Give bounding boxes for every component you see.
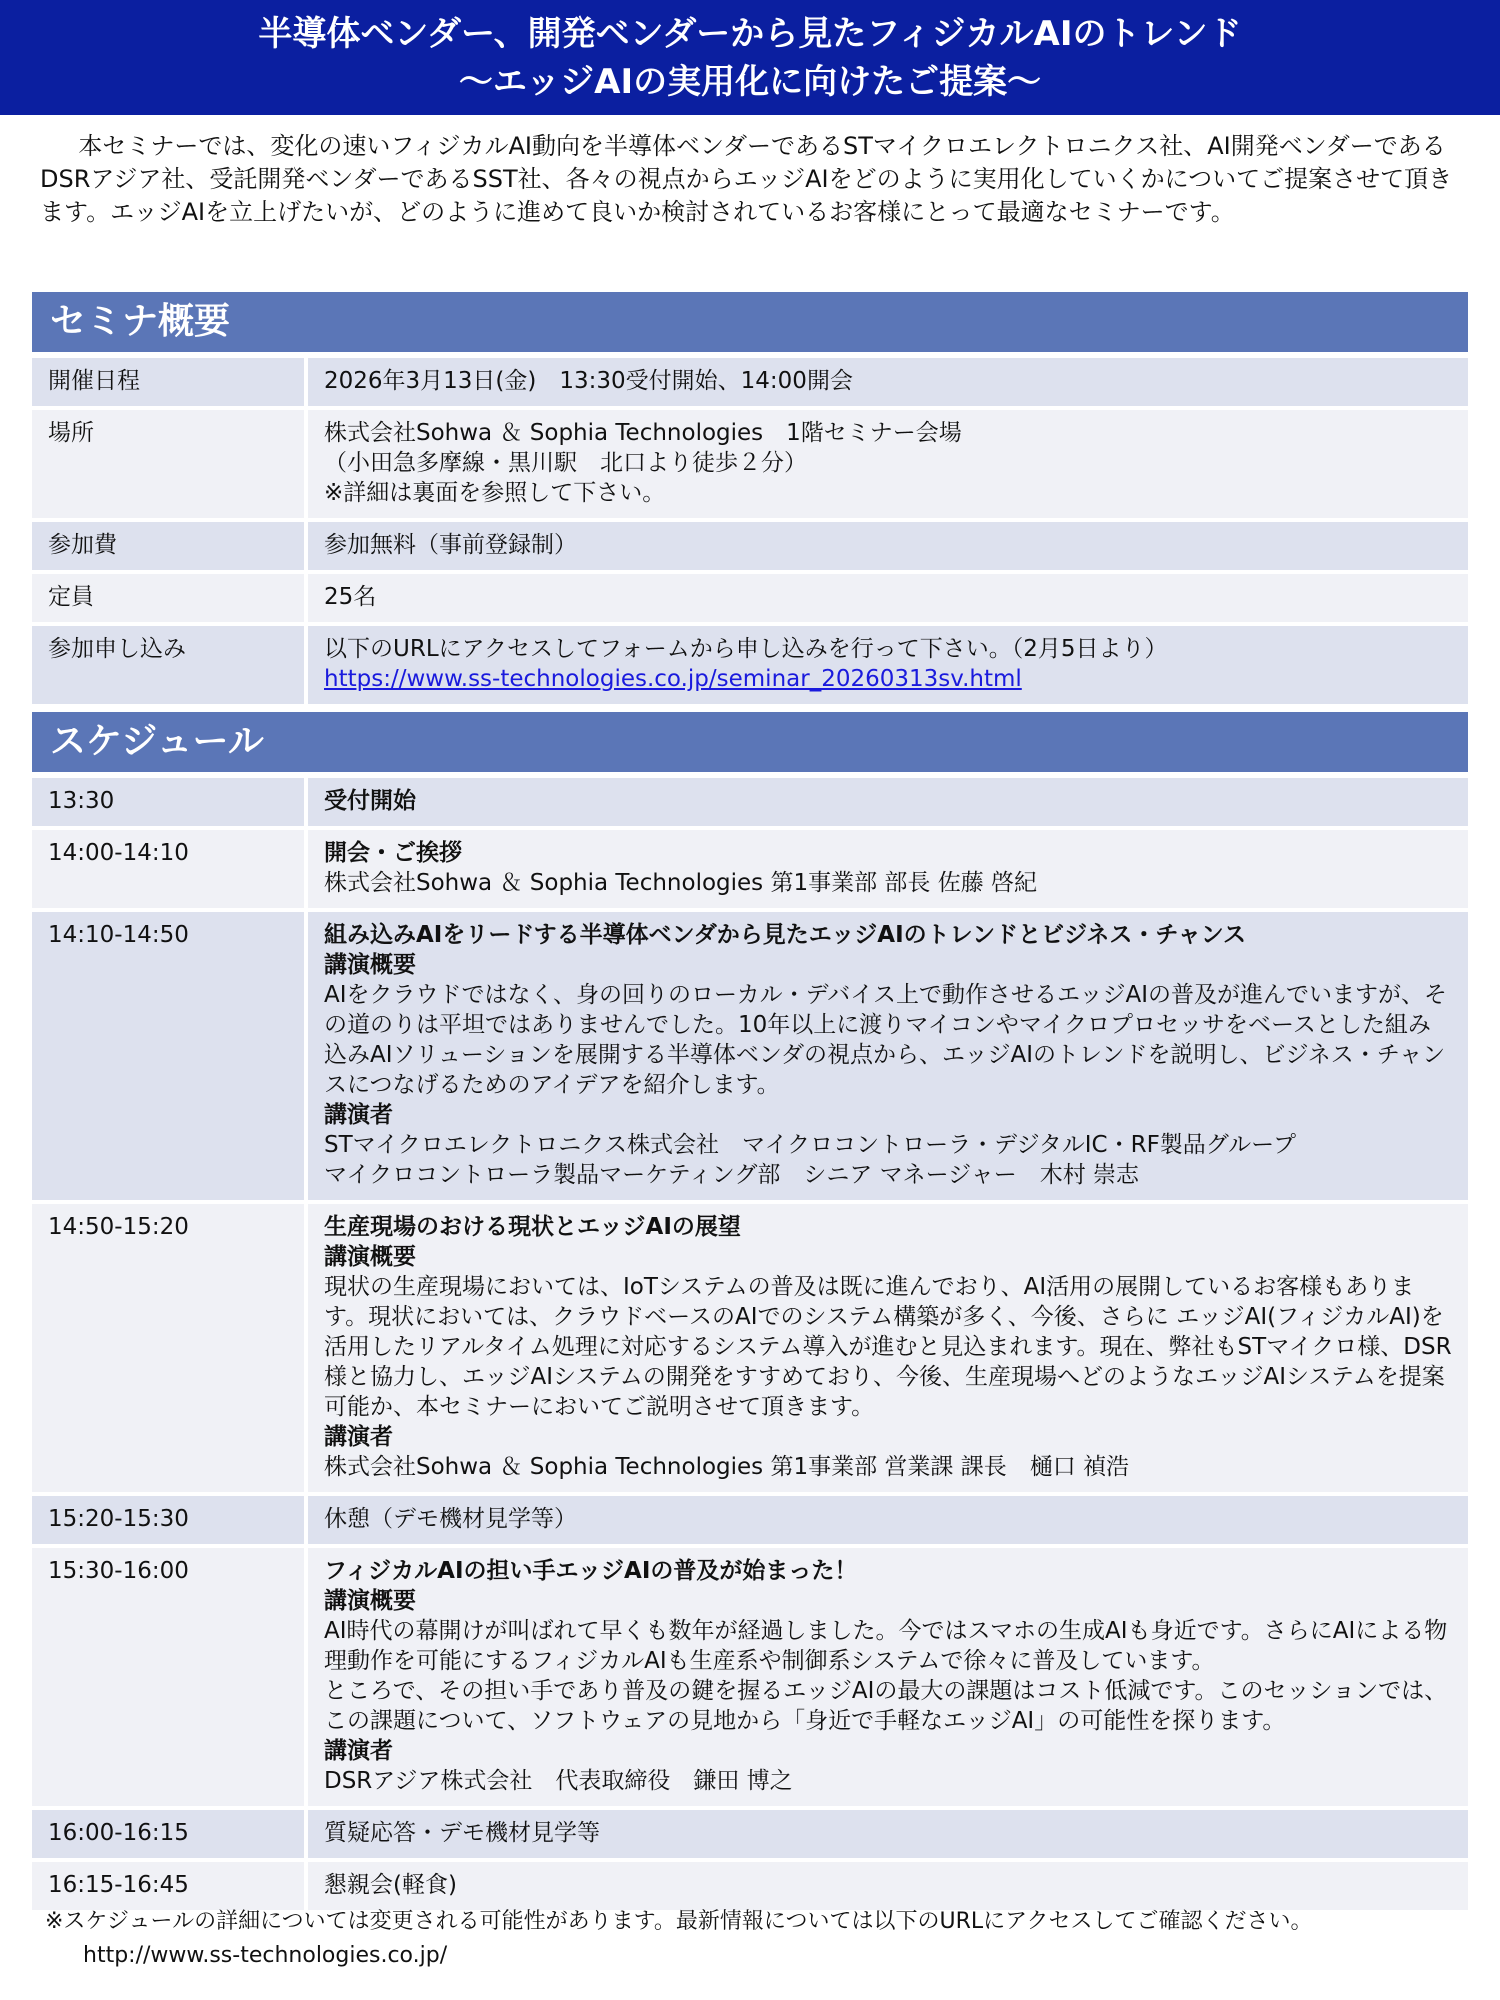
abstract-label: 講演概要 — [324, 1588, 416, 1614]
place-label: 場所 — [32, 408, 306, 520]
session-title: 受付開始 — [306, 778, 1468, 828]
schedule-time: 15:20-15:30 — [32, 1494, 306, 1546]
session-abstract: 現状の生産現場においては、IoTシステムの普及は既に進んでおり、AI活用の展開しているお客様もあります。現状においては、クラウドベースのAIでのシステム構築が多く、今後、さらに エッジAI(フィジカルAI)を活用したリアルタイム処理に対応するシステム導入が進むと見込まれます。現在、弊社もSTマイクロ様、DSR様と協力し、エッジAIシステムの開発をすすめており、今後、生産現場へどのようなエッジAIシステムを提案可能か、本セミナーにおいてご説明させて頂きます。 — [324, 1274, 1452, 1420]
schedule-row — [32, 1494, 1468, 1546]
overview-heading: セミナ概要 — [32, 292, 1468, 352]
schedule-row — [32, 828, 1468, 910]
overview-row-date — [32, 358, 1468, 408]
schedule-time: 15:30-16:00 — [32, 1546, 306, 1808]
place-line-1: 株式会社Sohwa ＆ Sophia Technologies 1階セミナー会場 — [324, 420, 962, 446]
capacity-label: 定員 — [32, 572, 306, 624]
apply-label: 参加申し込み — [32, 624, 306, 706]
footer-note-block — [45, 1905, 1465, 1973]
overview-row-capacity — [32, 572, 1468, 624]
schedule-time: 14:00-14:10 — [32, 828, 306, 910]
schedule-row — [32, 1808, 1468, 1860]
schedule-time: 13:30 — [32, 778, 306, 828]
place-value — [306, 408, 1468, 520]
session-speaker: 株式会社Sohwa ＆ Sophia Technologies 第1事業部 営業課 課長 樋口 禎浩 — [324, 1454, 1130, 1480]
capacity-value: 25名 — [306, 572, 1468, 624]
session-detail — [306, 828, 1468, 910]
speaker-label: 講演者 — [324, 1102, 393, 1128]
session-detail — [306, 910, 1468, 1202]
date-label: 開催日程 — [32, 358, 306, 408]
schedule-table — [32, 778, 1468, 1914]
intro-paragraph: 本セミナーでは、変化の速いフィジカルAI動向を半導体ベンダーであるSTマイクロエレクトロニクス社、AI開発ベンダーであるDSRアジア社、受託開発ベンダーであるSST社、各々の視点からエッジAIをどのように実用化していくかについてご提案させて頂きます。エッジAIを立上げたいが、どのように進めて良いか検討されているお客様にとって最適なセミナーです。 — [40, 132, 1453, 226]
session-title: 懇親会(軽食) — [306, 1860, 1468, 1912]
speaker-label: 講演者 — [324, 1738, 393, 1764]
footer-note: ※スケジュールの詳細については変更される可能性があります。最新情報については以下のURLにアクセスしてご確認ください。 — [45, 1909, 1313, 1934]
session-speaker: STマイクロエレクトロニクス株式会社 マイクロコントローラ・デジタルIC・RF製品グループ — [324, 1132, 1296, 1158]
apply-text: 以下のURLにアクセスしてフォームから申し込みを行って下さい。（2月5日より） — [324, 636, 1168, 662]
schedule-time: 14:50-15:20 — [32, 1202, 306, 1494]
schedule-time: 16:15-16:45 — [32, 1860, 306, 1912]
session-speaker: DSRアジア株式会社 代表取締役 鎌田 博之 — [324, 1768, 793, 1794]
session-detail — [306, 1546, 1468, 1808]
schedule-time: 14:10-14:50 — [32, 910, 306, 1202]
place-line-2: （小田急多摩線・黒川駅 北口より徒歩２分） — [324, 450, 807, 476]
session-title: 開会・ご挨拶 — [324, 840, 462, 866]
overview-row-apply — [32, 624, 1468, 706]
session-abstract: AI時代の幕開けが叫ばれて早くも数年が経過しました。今ではスマホの生成AIも身近です。さらにAIによる物理動作を可能にするフィジカルAIも生産系や制御系システムで徐々に普及しています。 — [324, 1618, 1448, 1674]
overview-row-place — [32, 408, 1468, 520]
page-title-banner — [0, 0, 1500, 115]
schedule-row — [32, 910, 1468, 1202]
session-abstract: AIをクラウドではなく、身の回りのローカル・デバイス上で動作させるエッジAIの普及が進んでいますが、その道のりは平坦ではありませんでした。10年以上に渡りマイコンやマイクロプロセッサをベースとした組み込みAIソリューションを展開する半導体ベンダの視点から、エッジAIのトレンドを説明し、ビジネス・チャンスにつなげるためのアイデアを紹介します。 — [324, 982, 1448, 1098]
place-line-3: ※詳細は裏面を参照して下さい。 — [324, 480, 666, 506]
session-title: 質疑応答・デモ機材見学等 — [306, 1808, 1468, 1860]
page-subtitle: ～エッジAIの実用化に向けたご提案～ — [458, 62, 1042, 102]
session-title: 組み込みAIをリードする半導体ベンダから見たエッジAIのトレンドとビジネス・チャンス — [324, 922, 1247, 948]
session-title: 生産現場のおける現状とエッジAIの展望 — [324, 1214, 741, 1240]
session-title: フィジカルAIの担い手エッジAIの普及が始まった！ — [324, 1558, 858, 1584]
session-detail — [306, 1202, 1468, 1494]
schedule-row — [32, 778, 1468, 828]
speaker-label: 講演者 — [324, 1424, 393, 1450]
overview-row-fee — [32, 520, 1468, 572]
session-speaker: マイクロコントローラ製品マーケティング部 シニア マネージャー 木村 崇志 — [324, 1162, 1140, 1188]
schedule-row — [32, 1546, 1468, 1808]
session-abstract: ところで、その担い手であり普及の鍵を握るエッジAIの最大の課題はコスト低減です。このセッションでは、この課題について、ソフトウェアの見地から「身近で手軽なエッジAI」の可能性を探ります。 — [324, 1678, 1448, 1734]
apply-value — [306, 624, 1468, 706]
fee-label: 参加費 — [32, 520, 306, 572]
footer-url: http://www.ss-technologies.co.jp/ — [83, 1943, 448, 1968]
session-speaker: 株式会社Sohwa ＆ Sophia Technologies 第1事業部 部長 佐藤 啓紀 — [324, 870, 1038, 896]
schedule-row — [32, 1202, 1468, 1494]
schedule-time: 16:00-16:15 — [32, 1808, 306, 1860]
session-title: 休憩（デモ機材見学等） — [306, 1494, 1468, 1546]
schedule-heading: スケジュール — [32, 712, 1468, 772]
apply-link[interactable]: https://www.ss-technologies.co.jp/seminar_20260313sv.html — [324, 666, 1022, 692]
page-title: 半導体ベンダー、開発ベンダーから見たフィジカルAIのトレンド — [258, 14, 1242, 54]
overview-table — [32, 358, 1468, 708]
abstract-label: 講演概要 — [324, 952, 416, 978]
fee-value: 参加無料（事前登録制） — [306, 520, 1468, 572]
date-value: 2026年3月13日(金) 13:30受付開始、14:00開会 — [306, 358, 1468, 408]
abstract-label: 講演概要 — [324, 1244, 416, 1270]
